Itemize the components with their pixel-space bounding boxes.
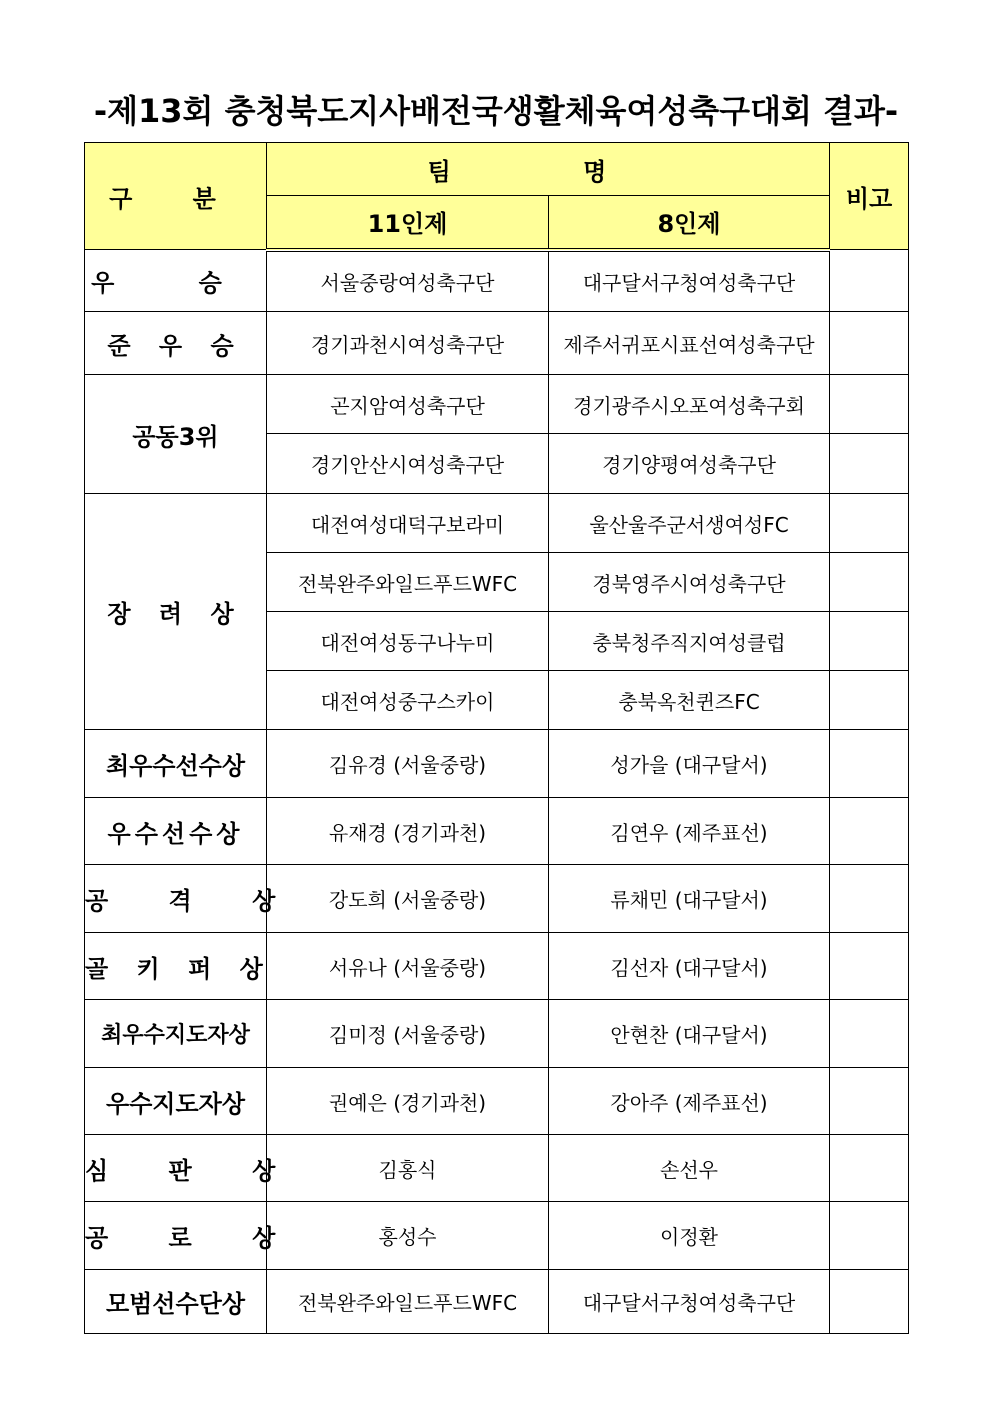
remarks-cell [830, 312, 909, 375]
page-title: -제13회 충청북도지사배전국생활체육여성축구대회 결과- [93, 92, 899, 130]
header-team-name: 팀 명 [267, 143, 830, 196]
eight-cell: 울산울주군서생여성FC [549, 494, 830, 553]
remarks-cell [830, 933, 909, 1000]
eight-cell: 안현찬 (대구달서) [549, 1000, 830, 1068]
eight-cell: 성가을 (대구달서) [549, 730, 830, 798]
category-cell: 장 려 상 [85, 494, 267, 730]
category-cell: 최우수지도자상 [85, 1000, 267, 1068]
eight-cell: 대구달서구청여성축구단 [549, 250, 830, 312]
table-row [85, 250, 909, 312]
table-row [85, 865, 909, 933]
header-row-top [85, 143, 909, 196]
eleven-cell: 전북완주와일드푸드WFC [267, 1270, 549, 1334]
eleven-cell: 전북완주와일드푸드WFC [267, 553, 549, 612]
eight-cell: 김선자 (대구달서) [549, 933, 830, 1000]
category-cell: 최우수선수상 [85, 730, 267, 798]
table-row [85, 730, 909, 798]
remarks-cell [830, 250, 909, 312]
category-cell: 공 로 상 [85, 1202, 267, 1270]
eleven-cell: 대전여성대덕구보라미 [267, 494, 549, 553]
eleven-cell: 권예은 (경기과천) [267, 1068, 549, 1135]
eight-cell: 이정환 [549, 1202, 830, 1270]
table-row [85, 312, 909, 375]
eight-cell: 대구달서구청여성축구단 [549, 1270, 830, 1334]
remarks-cell [830, 671, 909, 730]
eight-cell: 강아주 (제주표선) [549, 1068, 830, 1135]
remarks-cell [830, 375, 909, 434]
category-cell: 준 우 승 [85, 312, 267, 375]
eight-cell: 충북청주직지여성클럽 [549, 612, 830, 671]
table-row [85, 1270, 909, 1334]
eleven-cell: 곤지암여성축구단 [267, 375, 549, 434]
eight-cell: 김연우 (제주표선) [549, 798, 830, 865]
header-remarks: 비고 [830, 143, 909, 250]
eleven-cell: 서유나 (서울중랑) [267, 933, 549, 1000]
header-11-players: 11인제 [267, 196, 549, 250]
table-row [85, 1068, 909, 1135]
remarks-cell [830, 1000, 909, 1068]
remarks-cell [830, 434, 909, 494]
eight-cell: 충북옥천퀸즈FC [549, 671, 830, 730]
remarks-cell [830, 553, 909, 612]
category-cell: 골 키 퍼 상 [85, 933, 267, 1000]
eight-cell: 제주서귀포시표선여성축구단 [549, 312, 830, 375]
category-cell: 우 승 [85, 250, 267, 312]
eleven-cell: 서울중랑여성축구단 [267, 250, 549, 312]
eleven-cell: 대전여성중구스카이 [267, 671, 549, 730]
table-row [85, 798, 909, 865]
eleven-cell: 유재경 (경기과천) [267, 798, 549, 865]
table-row [85, 1202, 909, 1270]
table-row [85, 933, 909, 1000]
header-division: 구 분 [85, 143, 267, 250]
eleven-cell: 경기과천시여성축구단 [267, 312, 549, 375]
eleven-cell: 김홍식 [267, 1135, 549, 1202]
eight-cell: 경북영주시여성축구단 [549, 553, 830, 612]
eight-cell: 경기광주시오포여성축구회 [549, 375, 830, 434]
table-row [85, 1135, 909, 1202]
remarks-cell [830, 865, 909, 933]
remarks-cell [830, 1202, 909, 1270]
eleven-cell: 강도희 (서울중랑) [267, 865, 549, 933]
category-cell: 모범선수단상 [85, 1270, 267, 1334]
eleven-cell: 경기안산시여성축구단 [267, 434, 549, 494]
remarks-cell [830, 1135, 909, 1202]
eleven-cell: 김미정 (서울중랑) [267, 1000, 549, 1068]
remarks-cell [830, 1068, 909, 1135]
table-row [85, 494, 909, 553]
header-8-players: 8인제 [549, 196, 830, 250]
eleven-cell: 대전여성동구나누미 [267, 612, 549, 671]
remarks-cell [830, 612, 909, 671]
remarks-cell [830, 1270, 909, 1334]
category-cell: 우수선수상 [85, 798, 267, 865]
eleven-cell: 홍성수 [267, 1202, 549, 1270]
category-cell: 공동3위 [85, 375, 267, 494]
remarks-cell [830, 730, 909, 798]
table-row [85, 375, 909, 434]
category-cell: 공 격 상 [85, 865, 267, 933]
eight-cell: 류채민 (대구달서) [549, 865, 830, 933]
eight-cell: 손선우 [549, 1135, 830, 1202]
remarks-cell [830, 798, 909, 865]
results-table [84, 142, 909, 1334]
table-row [85, 1000, 909, 1068]
eleven-cell: 김유경 (서울중랑) [267, 730, 549, 798]
remarks-cell [830, 494, 909, 553]
eight-cell: 경기양평여성축구단 [549, 434, 830, 494]
category-cell: 우수지도자상 [85, 1068, 267, 1135]
category-cell: 심 판 상 [85, 1135, 267, 1202]
